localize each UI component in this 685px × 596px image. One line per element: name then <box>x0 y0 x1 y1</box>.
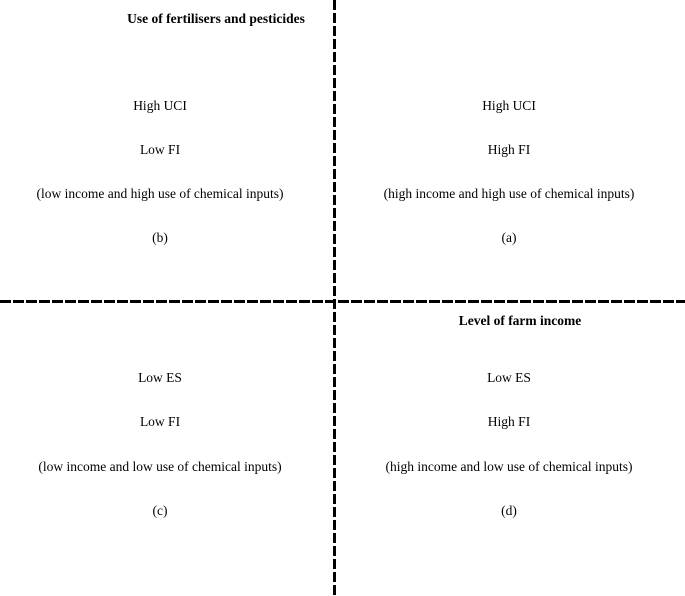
quadrant-b-description: (low income and high use of chemical inputs) <box>36 186 284 201</box>
quadrant-d-line1: Low ES <box>487 370 531 385</box>
quadrant-c-line2: Low FI <box>139 414 181 429</box>
quadrant-c-line1: Low ES <box>138 370 182 385</box>
quadrant-a-tag: (a) <box>501 230 517 245</box>
quadrant-c-description: (low income and low use of chemical inputs) <box>38 459 282 474</box>
quadrant-b-line1: High UCI <box>133 98 187 113</box>
quadrant-d-line2: High FI <box>487 414 531 429</box>
quadrant-a-line1: High UCI <box>482 98 536 113</box>
horizontal-axis-dashed-line <box>0 300 685 303</box>
vertical-axis-label: Use of fertilisers and pesticides <box>127 11 305 26</box>
quadrant-c-tag: (c) <box>152 503 168 518</box>
quadrant-b-tag: (b) <box>152 230 168 245</box>
quadrant-a-line2: High FI <box>487 142 531 157</box>
horizontal-axis-label: Level of farm income <box>458 313 582 328</box>
vertical-axis-dashed-line <box>333 0 336 596</box>
quadrant-a-description: (high income and high use of chemical inputs) <box>383 186 635 201</box>
quadrant-d-description: (high income and low use of chemical inputs) <box>385 459 633 474</box>
quadrant-b-line2: Low FI <box>139 142 181 157</box>
quadrant-d-tag: (d) <box>501 503 517 518</box>
